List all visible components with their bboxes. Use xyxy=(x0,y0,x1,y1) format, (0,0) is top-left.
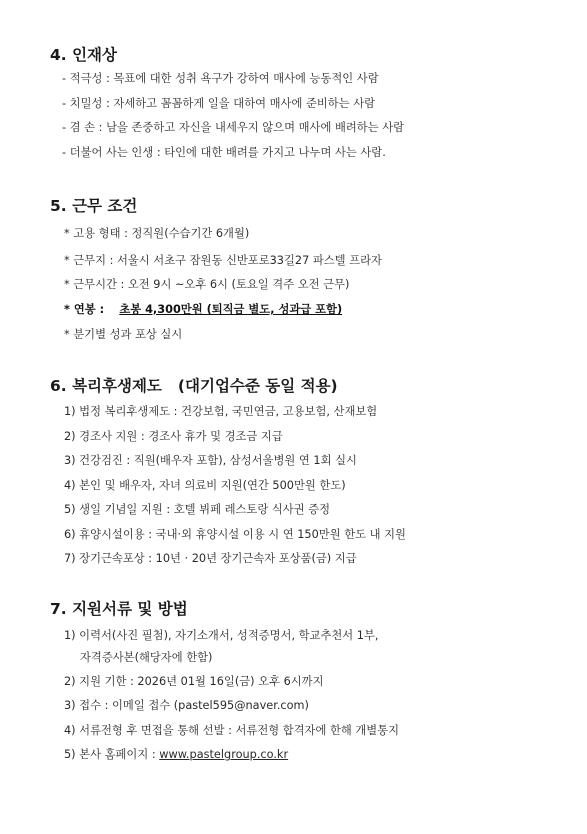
section-6-title: 6. 복리후생제도 xyxy=(50,377,162,395)
s5-bonus: * 분기별 성과 포상 실시 xyxy=(64,328,183,341)
s6-item-7: 7) 장기근속포상 : 10년 · 20년 장기근속자 포상품(금) 지급 xyxy=(64,552,357,565)
s7-item-3: 3) 접수 : 이메일 접수 (pastel595@naver.com) xyxy=(64,699,309,712)
section-6-heading xyxy=(50,374,338,396)
s4-item-1: - 적극성 : 목표에 대한 성취 욕구가 강하여 매사에 능동적인 사람 xyxy=(62,72,379,85)
section-4-heading: 4. 인재상 xyxy=(50,46,117,64)
s5-salary-line xyxy=(64,303,342,318)
salary-value: 초봉 4,300만원 (퇴직금 별도, 성과급 포함) xyxy=(119,303,343,316)
s4-item-4: - 더불어 사는 인생 : 타인에 대한 배려를 가지고 나누며 사는 사람. xyxy=(62,146,386,159)
s6-item-2: 2) 경조사 지원 : 경조사 휴가 및 경조금 지급 xyxy=(64,430,283,443)
s6-item-4: 4) 본인 및 배우자, 자녀 의료비 지원(연간 500만원 한도) xyxy=(64,479,346,492)
s5-item-1: * 고용 형태 : 정직원(수습기간 6개월) xyxy=(64,227,250,240)
s5-item-3: * 근무시간 : 오전 9시 ~오후 6시 (토요일 격주 오전 근무) xyxy=(64,278,350,291)
s7-item-2: 2) 지원 기한 : 2026년 01월 16일(금) 오후 6시까지 xyxy=(64,675,324,688)
s6-item-6: 6) 휴양시설이용 : 국내·외 휴양시설 이용 시 연 150만원 한도 내 지원 xyxy=(64,528,406,541)
salary-label: * 연봉 : xyxy=(64,303,105,316)
section-7-heading: 7. 지원서류 및 방법 xyxy=(50,600,188,618)
s7-item-1: 1) 이력서(사진 필첨), 자기소개서, 성적증명서, 학교추천서 1부, xyxy=(64,629,379,642)
s4-item-3: - 겸 손 : 남을 존중하고 자신을 내세우지 않으며 매사에 배려하는 사람 xyxy=(62,121,405,134)
s6-item-5: 5) 생일 기념일 지원 : 호텔 뷔페 레스토랑 식사권 증정 xyxy=(64,503,330,516)
homepage-label: 5) 본사 홈페이지 : xyxy=(64,748,156,761)
s6-item-1: 1) 법정 복리후생제도 : 건강보험, 국민연금, 고용보험, 산재보험 xyxy=(64,405,378,418)
s7-item-5 xyxy=(64,748,288,763)
s6-item-3: 3) 건강검진 : 직원(배우자 포함), 삼성서울병원 연 1회 실시 xyxy=(64,454,357,467)
s7-item-4: 4) 서류전형 후 면접을 통해 선발 : 서류전형 합격자에 한해 개별통지 xyxy=(64,724,400,737)
homepage-link[interactable]: www.pastelgroup.co.kr xyxy=(159,748,289,761)
s5-item-2: * 근무지 : 서울시 서초구 잠원동 신반포로33길27 파스텔 프라자 xyxy=(64,254,382,267)
s7-item-1-cont: 자격증사본(해당자에 한함) xyxy=(80,651,213,664)
s4-item-2: - 치밀성 : 자세하고 꼼꼼하게 일을 대하여 매사에 준비하는 사람 xyxy=(62,97,376,110)
section-5-heading: 5. 근무 조건 xyxy=(50,197,138,215)
section-6-note: (대기업수준 동일 적용) xyxy=(177,377,338,395)
